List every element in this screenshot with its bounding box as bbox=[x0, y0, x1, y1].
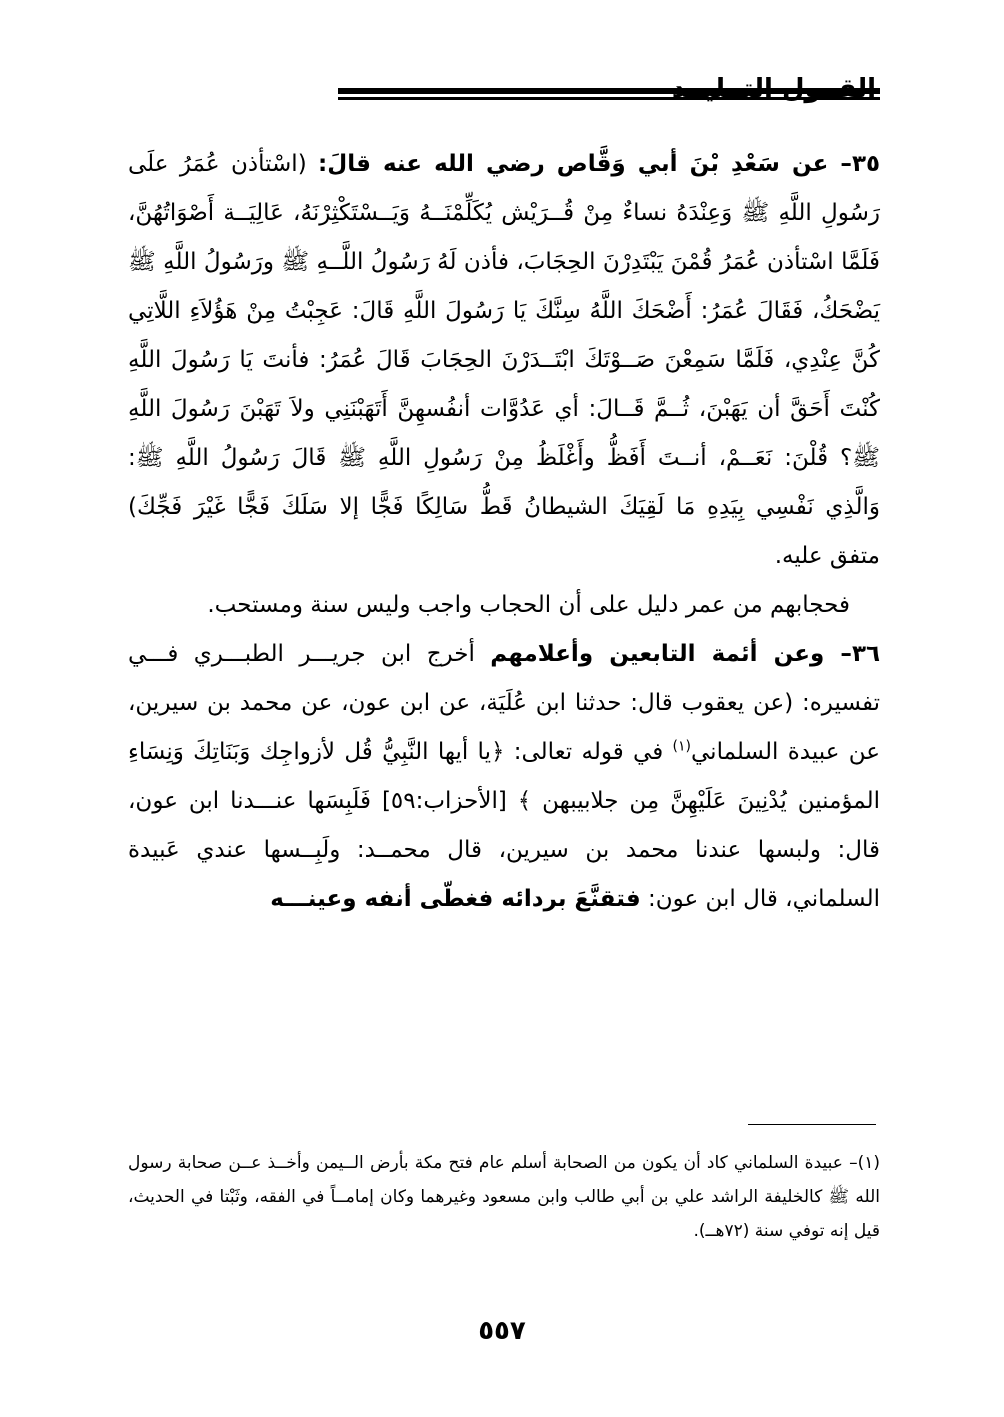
body-text bbox=[128, 140, 880, 924]
footnote-separator bbox=[748, 1124, 876, 1125]
footnote-text: عبيدة السلماني كاد أن يكون من الصحابة أسلم عام فتح مكة بأرض الــيمن وأخــذ عــن صحابة رسول الله ﷺ كالخليفة الراشد علي بن أبي طالب وابن مسعود وغيرهما وكان إمامــاً في الفقه، وثَبْتا في الحديث، قيل إنه توفي سنة (٧٢هــ). bbox=[128, 1153, 880, 1241]
commentary-text: فحجابهم من عمر دليل على أن الحجاب واجب وليس سنة ومستحب. bbox=[207, 592, 850, 618]
footnote-reference[interactable]: (١) bbox=[672, 738, 691, 755]
section-36-bold-end: فتقنَّعَ بردائه فغطّى أنفه وعينـــه bbox=[270, 886, 641, 912]
section-35-text: (اسْتأذن عُمَرُ علَى رَسُولِ اللَّهِ ﷺ وَعِنْدَهُ نساءٌ مِنْ قُــرَيْش يُكَلِّمْنَــهُ وَيَــسْتَكْثِرْنَهُ، عَالِيَــة أَصْوَاتُهُنَّ، فَلَمَّا اسْتأذن عُمَرُ قُمْنَ يَبْتَدِرْنَ الحِجَابَ، فأذن لَهُ رَسُولُ اللَّــهِ ﷺ ورَسُولُ اللَّهِ ﷺ يَضْحَكُ، فَقَالَ عُمَرُ: أَضْحَكَ اللَّهُ سِنَّكَ يَا رَسُولَ اللَّهِ قَالَ: عَجِبْتُ مِنْ هَؤُلاَءِ اللَّاتِي كُنَّ عِنْدِي، فَلَمَّا سَمِعْنَ صَــوْتَكَ ابْتَــدَرْنَ الحِجَابَ قَالَ عُمَرُ: فأنتَ يَا رَسُولَ اللَّهِ كُنْتَ أَحَقَّ أن يَهَبْنَ، ثُــمَّ قَــالَ: أي عَدُوَّات أنفُسهِنَّ أَتَهَبْنَنِي ولاَ تَهَبْنَ رَسُولَ اللَّهِ ﷺ؟ قُلْنَ: نَعَــمْ، أنــتَ أَفَظُّ وأَغْلَظُ مِنْ رَسُولِ اللَّهِ ﷺ قَالَ رَسُولُ اللَّهِ ﷺ: وَالَّذِي نَفْسِي بِيَدِهِ مَا لَقِيَكَ الشيطانُ قَطُّ سَالِكًا فَجًّا إلا سَلَكَ فَجًّا غَيْرَ فَجِّكَ) متفق عليه. bbox=[128, 151, 880, 569]
section-35-lead: ٣٥– عن سَعْدِ بْنَ أبي وَقَّاص رضي الله عنه قالَ: bbox=[318, 151, 881, 177]
section-36-text-b: في قوله تعالى: ﴿يا أيها النَّبِيُّ قُل لأزواجِك وَبَنَاتِكَ وَنِسَاءِ المؤمنين يُدْنِينَ عَلَيْهِنَّ مِن جلابيبهن ﴾ [الأحزاب:٥٩] فَلَبِسَها عنـــدنا ابن عون، قال: ولبسها عندنا محمد بن سيرين، قال محمــد: ولَبِــسها عندي عَبيدة السلماني، قال ابن عون: bbox=[128, 739, 880, 912]
paragraph-commentary bbox=[128, 581, 880, 630]
section-36-lead: ٣٦– وعن أئمة التابعين وأعلامهم bbox=[490, 641, 881, 667]
header-rule-thin bbox=[338, 97, 880, 100]
footnote bbox=[128, 1146, 880, 1248]
header-rule-thick bbox=[338, 88, 880, 94]
footnote-marker: (١)– bbox=[849, 1153, 881, 1173]
paragraph-section-36 bbox=[128, 630, 880, 924]
paragraph-section-35 bbox=[128, 140, 880, 581]
page-number: ٥٥٧ bbox=[478, 1316, 526, 1346]
section-36-text-a: أخرج ابن جريـــر الطبـــري فـــي تفسيره: (عن يعقوب قال: حدثنا ابن عُلَيَة، عن ابن عون، عن محمد بن سيرين، عن عبيدة السلماني bbox=[128, 641, 880, 765]
